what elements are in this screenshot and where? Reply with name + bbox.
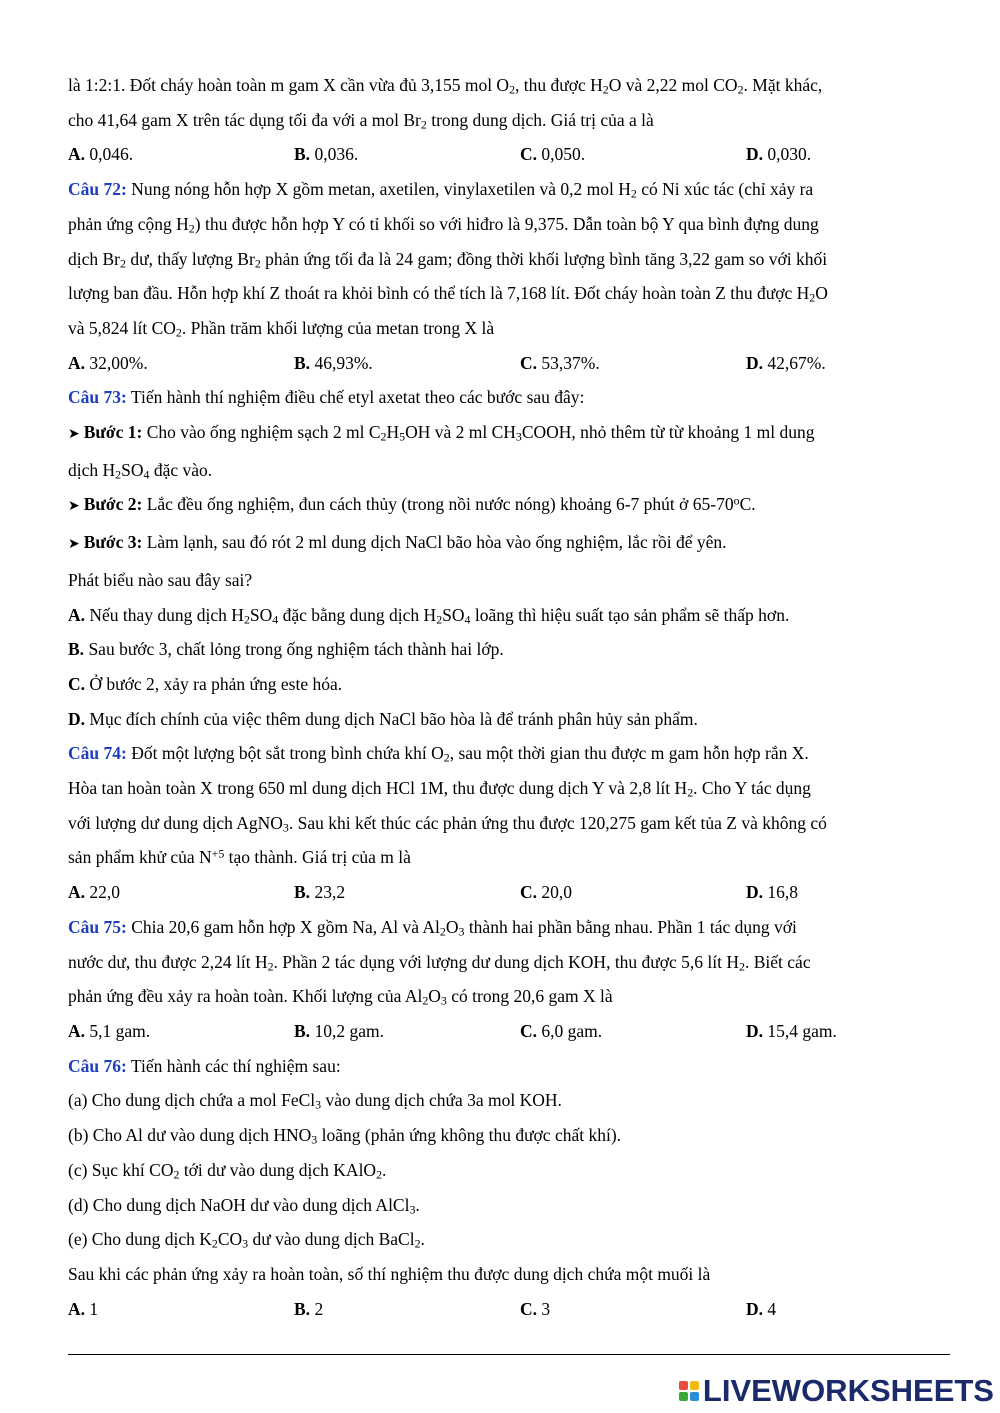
- q72-label: Câu 72:: [68, 179, 127, 200]
- liveworksheets-logo-icon: [679, 1381, 699, 1401]
- q73-step-1-cont: dịch $H_2SO_4$ đặc vào.: [68, 459, 213, 482]
- arrow-bullet-icon: ➤: [68, 427, 80, 443]
- q74-options: [68, 875, 948, 910]
- footer-divider: [68, 1354, 950, 1355]
- q74-line-1: Câu 74: Đốt một lượng bột sắt trong bình chứa khí $O_2$, sau một thời gian thu được m gam hỗn hợp rắn X.: [68, 743, 809, 765]
- q72-options: [68, 346, 948, 381]
- q74-line-3: với lượng dư dung dịch AgNO$_3$. Sau khi kết thúc các phản ứng thu được 120,275 gam kết tủa Z và không có: [68, 812, 827, 835]
- q72-line-3: dịch $Br_2$ dư, thấy lượng $Br_2$ phản ứng tối đa là 24 gam; đồng thời khối lượng bình tăng 3,22 gam so với khối: [68, 248, 828, 270]
- liveworksheets-logo[interactable]: [679, 1374, 994, 1408]
- worksheet-page: [68, 68, 948, 1326]
- q71-option-b[interactable]: B. 0,036.: [294, 144, 359, 165]
- q76-option-c[interactable]: C. 3: [520, 1298, 551, 1319]
- q76-item-c: (c) Sục khí $CO_2$ tới dư vào dung dịch KAlO$_2$.: [68, 1159, 387, 1182]
- q71-options: [68, 137, 948, 172]
- q72-option-d[interactable]: D. 42,67%.: [746, 352, 826, 373]
- q76-item-b: (b) Cho Al dư vào dung dịch $HNO_3$ loãng (phản ứng không thu được chất khí).: [68, 1125, 622, 1147]
- q74-line-2: Hòa tan hoàn toàn X trong 650 ml dung dịch HCl 1M, thu được dung dịch Y và 2,8 lít $H_2$. Cho Y tác dụng: [68, 778, 811, 800]
- q71-line-2: cho 41,64 gam X trên tác dụng tối đa với a mol $Br_2$ trong dung dịch. Giá trị của a là: [68, 109, 654, 132]
- q73-option-d[interactable]: D. Mục đích chính của việc thêm dung dịch NaCl bão hòa là để tránh phân hủy sản phẩm.: [68, 708, 698, 729]
- liveworksheets-logo-text: LIVEWORKSHEETS: [702, 1373, 994, 1408]
- q75-line-3: phản ứng đều xảy ra hoàn toàn. Khối lượng của $Al_2O_3$ có trong 20,6 gam X là: [68, 986, 613, 1008]
- q73-question: Phát biểu nào sau đây sai?: [68, 569, 253, 590]
- q74-line-4: sản phẩm khử của $N^{+5}$ tạo thành. Giá trị của m là: [68, 847, 411, 868]
- q74-option-c[interactable]: C. 20,0: [520, 882, 573, 903]
- q74-option-d[interactable]: D. 16,8: [746, 882, 799, 903]
- q73-step-3: ➤ Bước 3: Làm lạnh, sau đó rót 2 ml dung dịch NaCl bão hòa vào ống nghiệm, lắc rồi để yên.: [68, 532, 727, 553]
- q75-option-d[interactable]: D. 15,4 gam.: [746, 1020, 837, 1041]
- arrow-bullet-icon: ➤: [68, 499, 80, 515]
- q74-option-b[interactable]: B. 23,2: [294, 882, 346, 903]
- q72-option-c[interactable]: C. 53,37%.: [520, 352, 600, 373]
- q76-option-d[interactable]: D. 4: [746, 1298, 777, 1319]
- q73-label: Câu 73:: [68, 387, 127, 408]
- q73-step-2: ➤ Bước 2: Lắc đều ống nghiệm, đun cách thủy (trong nồi nước nóng) khoảng 6-7 phút ở 65-70$^o$C.: [68, 494, 756, 515]
- q72-line-1: Câu 72: Nung nóng hỗn hợp X gồm metan, axetilen, vinylaxetilen và 0,2 mol $H_2$ có Ni xúc tác (chỉ xảy ra: [68, 179, 814, 201]
- q72-line-4: lượng ban đầu. Hỗn hợp khí Z thoát ra khỏi bình có thể tích là 7,168 lít. Đốt cháy hoàn toàn Z thu được $H_2O$: [68, 283, 828, 305]
- q74-label: Câu 74:: [68, 743, 127, 764]
- q76-option-b[interactable]: B. 2: [294, 1298, 324, 1319]
- q75-option-b[interactable]: B. 10,2 gam.: [294, 1020, 384, 1041]
- q73-option-a[interactable]: A. Nếu thay dung dịch $H_2SO_4$ đặc bằng dung dịch $H_2SO_4$ loãng thì hiệu suất tạo sản phẩm sẽ thấp hơn.: [68, 604, 790, 626]
- q76-label: Câu 76:: [68, 1055, 127, 1076]
- q76-intro: Câu 76: Tiến hành các thí nghiệm sau:: [68, 1055, 341, 1076]
- q76-item-d: (d) Cho dung dịch NaOH dư vào dung dịch AlCl$_3$.: [68, 1194, 420, 1216]
- q75-line-1: Câu 75: Chia 20,6 gam hỗn hợp X gồm Na, Al và $Al_2O_3$ thành hai phần bằng nhau. Phần 1 tác dụng với: [68, 916, 797, 939]
- q75-option-c[interactable]: C. 6,0 gam.: [520, 1020, 603, 1041]
- q72-option-b[interactable]: B. 46,93%.: [294, 352, 373, 373]
- q76-option-a[interactable]: A. 1: [68, 1298, 99, 1319]
- q73-intro: Câu 73: Tiến hành thí nghiệm điều chế etyl axetat theo các bước sau đây:: [68, 387, 585, 408]
- q71-option-a[interactable]: A. 0,046.: [68, 144, 134, 165]
- q76-item-e: (e) Cho dung dịch $K_2CO_3$ dư vào dung dịch BaCl$_2$.: [68, 1229, 425, 1251]
- q76-question: Sau khi các phản ứng xảy ra hoàn toàn, số thí nghiệm thu được dung dịch chứa một muối là: [68, 1263, 711, 1284]
- q73-option-c[interactable]: C. Ở bước 2, xảy ra phản ứng este hóa.: [68, 673, 343, 694]
- q75-line-2: nước dư, thu được 2,24 lít $H_2$. Phần 2 tác dụng với lượng dư dung dịch KOH, thu được 5,6 lít $H_2$. Biết các: [68, 951, 811, 973]
- q72-line-5: và 5,824 lít $CO_2$. Phần trăm khối lượng của metan trong X là: [68, 317, 495, 340]
- q75-options: [68, 1014, 948, 1049]
- q76-options: [68, 1292, 948, 1327]
- q75-option-a[interactable]: A. 5,1 gam.: [68, 1020, 151, 1041]
- q71-line-1: là 1:2:1. Đốt cháy hoàn toàn m gam X cần vừa đủ 3,155 mol $O_2$, thu được $H_2O$ và 2,22 mol $CO_2$. Mặt khác,: [68, 75, 823, 97]
- q71-option-d[interactable]: D. 0,030.: [746, 144, 812, 165]
- q72-option-a[interactable]: A. 32,00%.: [68, 352, 148, 373]
- q72-line-2: phản ứng cộng $H_2$) thu được hỗn hợp Y có tỉ khối so với hiđro là 9,375. Dẫn toàn bộ Y qua bình đựng dung: [68, 213, 819, 236]
- q75-label: Câu 75:: [68, 916, 127, 937]
- q73-step-1: ➤ Bước 1: Cho vào ống nghiệm sạch 2 ml $C_2H_5OH$ và 2 ml $CH_3COOH$, nhỏ thêm từ từ khoảng 1 ml dung: [68, 422, 815, 444]
- q76-item-a: (a) Cho dung dịch chứa a mol FeCl$_3$ vào dung dịch chứa 3a mol KOH.: [68, 1090, 562, 1112]
- q71-option-c[interactable]: C. 0,050.: [520, 144, 586, 165]
- arrow-bullet-icon: ➤: [68, 537, 80, 553]
- q73-option-b[interactable]: B. Sau bước 3, chất lỏng trong ống nghiệm tách thành hai lớp.: [68, 639, 504, 660]
- q74-option-a[interactable]: A. 22,0: [68, 882, 121, 903]
